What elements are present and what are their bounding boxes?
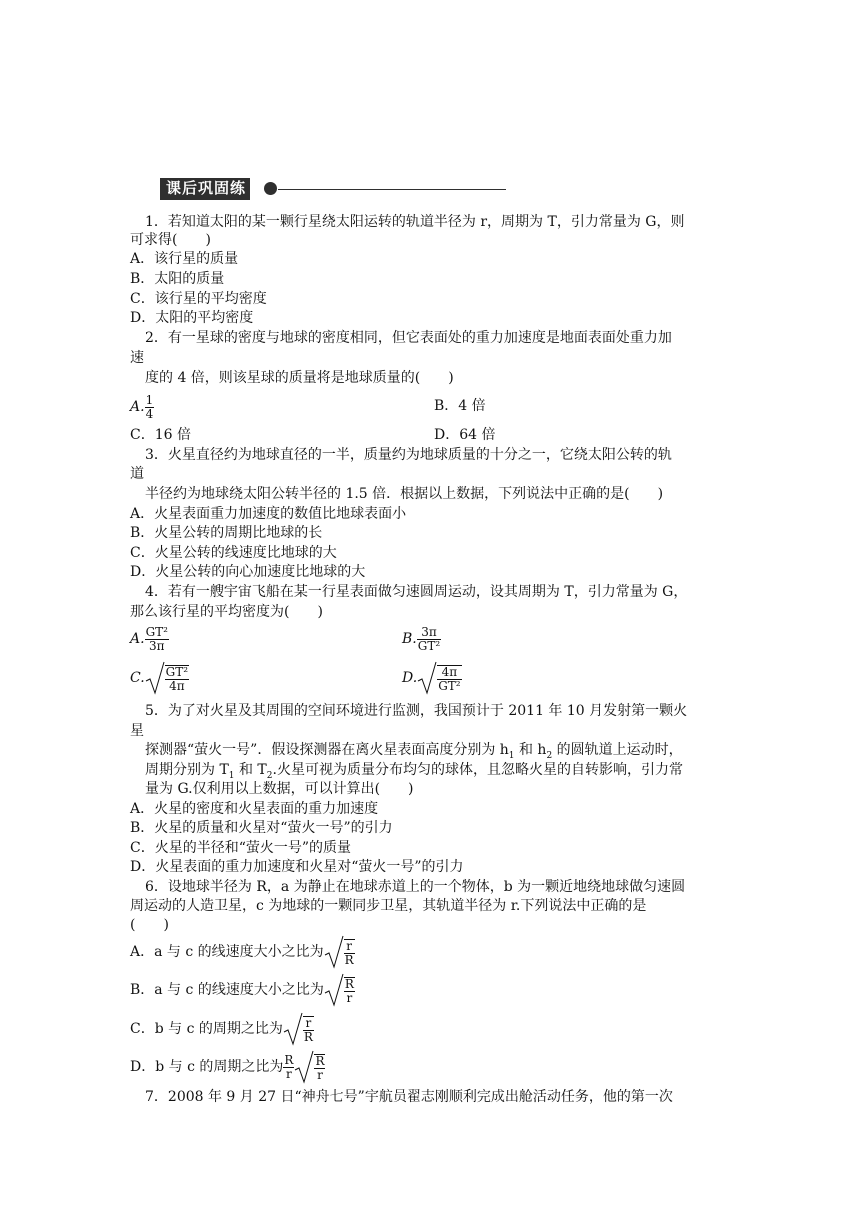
- q4-option-a: [130, 624, 169, 654]
- q5-stem-wrap: 星: [130, 723, 144, 739]
- q4-option-a-label: A.: [130, 631, 145, 647]
- q4-option-c-sqrt: [145, 661, 189, 695]
- q4-option-c-label: C.: [130, 670, 145, 686]
- q5-option-c: C．火星的半径和“萤火一号”的质量: [130, 840, 352, 856]
- q5-stem-cont: 探测器“萤火一号”．假设探测器在离火星表面高度分别为 $h_1$ 和 $h_2$ 的圆轨道上运动时，: [145, 742, 683, 761]
- fraction-numerator: R: [284, 1052, 294, 1067]
- q6-option-a-text: A．a 与 c 的线速度大小之比为: [130, 944, 324, 960]
- fraction-numerator: GT²: [165, 665, 189, 679]
- q2-option-c: C．16 倍: [130, 427, 191, 443]
- fraction-denominator: R: [344, 953, 354, 967]
- fraction-denominator: 4: [145, 406, 154, 421]
- section-header: [160, 178, 506, 200]
- q2-option-b: B．4 倍: [434, 398, 486, 414]
- q1-stem: 1．若知道太阳的某一颗行星绕太阳运转的轨道半径为 r，周期为 T，引力常量为 G，则: [145, 214, 685, 230]
- q5-stem-cont3: 量为 G.仅利用以上数据，可以计算出( ): [145, 781, 414, 797]
- q6-option-a-sqrt: [324, 935, 355, 969]
- q6-option-d-fraction: [283, 1054, 294, 1081]
- fraction-denominator: R: [303, 1030, 313, 1044]
- fraction-numerator: GT²: [145, 624, 168, 639]
- q4-option-d: [402, 661, 462, 695]
- q4-option-b: [402, 624, 441, 654]
- q4-stem-cont: 那么该行星的平均密度为( ): [130, 604, 323, 620]
- radical-sign-icon: [324, 971, 344, 1007]
- radical-sign-icon: [324, 933, 344, 969]
- q6-option-a: [130, 935, 355, 969]
- q3-option-a: A．火星表面重力加速度的数值比地球表面小: [130, 506, 407, 522]
- q4-option-b-label: B.: [402, 631, 417, 647]
- q6-option-b: [130, 973, 355, 1007]
- q3-option-b: B．火星公转的周期比地球的长: [130, 525, 323, 541]
- fraction-denominator: 3π: [149, 638, 165, 653]
- section-header-label: 课后巩固练: [160, 178, 250, 200]
- q3-option-d: D．火星公转的向心加速度比地球的大: [130, 564, 366, 580]
- q5-option-d: D．火星表面的重力加速度和火星对“萤火一号”的引力: [130, 859, 464, 875]
- header-rule: [278, 189, 506, 190]
- q4-option-d-label: D.: [402, 670, 418, 686]
- q6-stem-paren: ( ): [130, 917, 169, 933]
- bullet-icon: [264, 182, 277, 195]
- q6-option-d-sqrt: [294, 1050, 325, 1084]
- q2-option-d: D．64 倍: [434, 427, 496, 443]
- q2-stem-wrap: 速: [130, 350, 144, 366]
- q2-stem-cont: 度的 4 倍，则该星球的质量将是地球质量的( ): [145, 370, 454, 386]
- q2-option-a-fraction: [145, 394, 155, 421]
- radical-sign-icon: [294, 1048, 314, 1084]
- q3-option-c: C．火星公转的线速度比地球的大: [130, 545, 337, 561]
- q6-option-c-sqrt: [283, 1012, 314, 1046]
- fraction-numerator: 4π: [437, 666, 461, 680]
- q5-option-b: B．火星的质量和火星对“萤火一号”的引力: [130, 820, 393, 836]
- fraction-denominator: r: [317, 1068, 323, 1082]
- q1-option-b: B．太阳的质量: [130, 271, 225, 287]
- q3-stem: 3．火星直径约为地球直径的一半，质量约为地球质量的十分之一，它绕太阳公转的轨: [145, 447, 672, 463]
- q1-option-c: C．该行星的平均密度: [130, 291, 267, 307]
- q4-option-a-fraction: [145, 626, 169, 653]
- q6-option-c-text: C．b 与 c 的周期之比为: [130, 1021, 283, 1037]
- fraction-denominator: r: [346, 991, 353, 1005]
- q2-option-a: [130, 393, 154, 421]
- fraction-denominator: r: [286, 1066, 292, 1081]
- fraction-denominator: GT²: [417, 638, 441, 653]
- fraction-numerator: 1: [145, 392, 154, 407]
- q6-option-b-sqrt: [324, 973, 355, 1007]
- fraction-numerator: 3π: [417, 626, 441, 640]
- fraction-numerator: r: [344, 940, 355, 954]
- q6-option-b-text: B．a 与 c 的线速度大小之比为: [130, 982, 324, 998]
- q5-stem-cont2: 周期分别为 $T_1$ 和 $T_2$.火星可视为质量分布均匀的球体，且忽略火星的自转影响，引力常: [145, 762, 683, 781]
- radical-sign-icon: [417, 659, 437, 695]
- q7-stem: 7．2008 年 9 月 27 日“神舟七号”宇航员翟志刚顺利完成出舱活动任务，他的第一次: [145, 1089, 673, 1105]
- q1-option-d: D．太阳的平均密度: [130, 310, 254, 326]
- q6-option-d-text: D．b 与 c 的周期之比为: [130, 1059, 284, 1075]
- q2-stem: 2．有一星球的密度与地球的密度相同，但它表面处的重力加速度是地面表面处重力加: [145, 330, 672, 346]
- q1-stem-cont: 可求得( ): [130, 232, 211, 248]
- fraction-numerator: R: [344, 977, 354, 991]
- q3-stem-wrap: 道: [130, 466, 144, 482]
- fraction-numerator: R: [315, 1054, 325, 1068]
- q6-option-c: [130, 1012, 314, 1046]
- q6-option-d: [130, 1050, 325, 1084]
- q4-stem: 4．若有一艘宇宙飞船在某一行星表面做匀速圆周运动，设其周期为 T，引力常量为 G，: [145, 584, 688, 600]
- q4-option-c: [130, 661, 189, 695]
- q4-option-b-fraction: [417, 626, 441, 653]
- q2-option-a-label: A.: [130, 399, 145, 415]
- q5-stem: 5．为了对火星及其周围的空间环境进行监测，我国预计于 2011 年 10 月发射第一颗火: [145, 703, 688, 719]
- radical-sign-icon: [283, 1010, 303, 1046]
- radical-sign-icon: [145, 659, 165, 695]
- fraction-numerator: r: [303, 1017, 314, 1031]
- q4-option-d-sqrt: [417, 661, 461, 695]
- q6-stem-cont: 周运动的人造卫星，c 为地球的一颗同步卫星，其轨道半径为 r.下列说法中正确的是: [130, 898, 647, 914]
- q5-option-a: A．火星的密度和火星表面的重力加速度: [130, 801, 379, 817]
- q3-stem-cont: 半径约为地球绕太阳公转半径的 1.5 倍．根据以上数据，下列说法中正确的是( ): [145, 486, 664, 502]
- q1-option-a: A．该行星的质量: [130, 251, 239, 267]
- fraction-denominator: GT²: [438, 679, 461, 693]
- fraction-denominator: 4π: [169, 679, 185, 693]
- q6-stem: 6．设地球半径为 R，a 为静止在地球赤道上的一个物体，b 为一颗近地绕地球做匀速圆: [145, 879, 686, 895]
